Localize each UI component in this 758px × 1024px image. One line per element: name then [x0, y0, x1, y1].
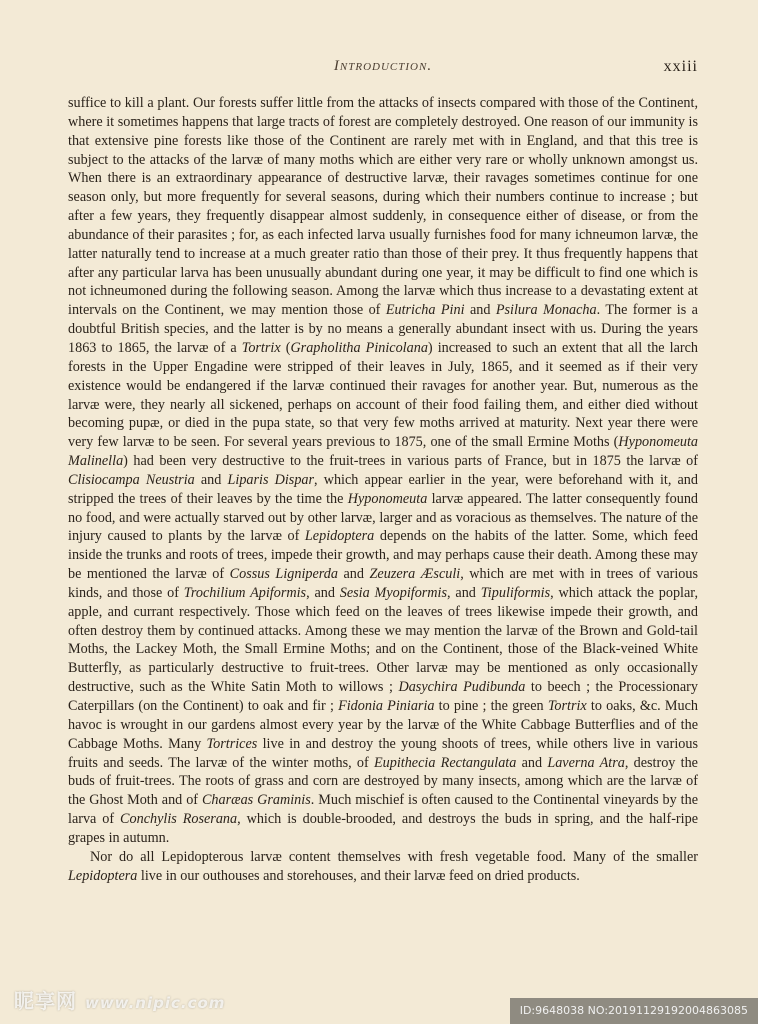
- text-run: , which is double-brooded, and destroys the buds in spring, and the half-ripe grapes in autumn.: [68, 811, 698, 846]
- text-run: , and: [447, 584, 481, 601]
- species-name: Psilura Monacha: [495, 302, 597, 319]
- species-name: Trochilium Apiformis: [183, 584, 307, 601]
- body-text: [68, 94, 698, 885]
- species-name: Tortrices: [206, 735, 258, 752]
- text-run: . Much mischief is often caused to the Continental vineyards by the larva of: [68, 792, 698, 828]
- species-name: Hyponomeuta Malinella: [68, 434, 698, 470]
- species-name: Zeuzera Æsculi: [369, 566, 461, 583]
- species-name: Hyponomeuta: [347, 490, 428, 507]
- species-name: Liparis Dispar: [227, 471, 315, 488]
- page-number: xxiii: [663, 58, 698, 75]
- species-name: Tortrix: [241, 339, 281, 356]
- text-run: and: [516, 754, 548, 771]
- text-run: , destroy the buds of fruit-trees. The roots of grass and corn are destroyed by many insects, among which are the larvæ of the Ghost Moth and of: [68, 754, 698, 809]
- watermark-id: ID:9648038 NO:20191129192004863085: [510, 998, 758, 1024]
- species-name: Eupithecia Rectangulata: [373, 754, 517, 771]
- species-name: Dasychira Pudibunda: [398, 679, 526, 696]
- species-name: Fidonia Piniaria: [338, 698, 435, 714]
- species-name: Grapholitha Pinicolana: [290, 339, 428, 356]
- species-name: Sesia Myopiformis: [339, 584, 448, 601]
- text-run: live in our outhouses and storehouses, and their larvæ feed on dried products.: [137, 867, 580, 884]
- species-name: Eutricha Pini: [385, 302, 465, 319]
- text-run: to beech ; the Processionary Caterpillars (on the Continent) to oak and fir ;: [68, 679, 698, 714]
- text-run: ) had been very destructive to the fruit-trees in various parts of France, but in 1875 the larvæ of: [123, 453, 698, 470]
- species-name: Charæas Graminis: [201, 792, 311, 809]
- species-name: Lepidoptera: [68, 867, 138, 884]
- text-run: . The former is a doubtful British species, and the latter is by no means a generally abundant insect with us. During the years 1863 to 1865, the larvæ of a: [68, 302, 698, 356]
- text-run: depends on the habits of the latter. Some, which feed inside the trunks and roots of trees, impede their growth, and may perhaps cause their death. Among these may be mentioned the larvæ of: [68, 528, 698, 583]
- text-run: and: [464, 302, 496, 319]
- species-name: Cossus Ligniperda: [229, 566, 338, 583]
- page-header: [68, 58, 698, 80]
- text-run: suffice to kill a plant. Our forests suffer little from the attacks of insects compared with those of the Continent, where it sometimes happens that large tracts of forest are completely destroyed. One reason of our immunity is that extensive pine forests like those of the Continent are rarely met with in England, and that this tree is subject to the attacks of the larvæ of many moths which are either very rare or wholly unknown amongst us. When there is an extraordinary appearance of destructive larvæ, their ravages sometimes continue for one season only, but more frequently for several seasons, during which their numbers continue to increase ; but after a few years, they frequently disappear almost suddenly, in consequence either of disease, or from the abundance of their parasites ; for, as each infected larva usually furnishes food for many ichneumon larvæ, the latter naturally tend to increase at a much greater ratio than those of their prey. It thus frequently happens that after any particular larva has been unusually abundant during one year, it may be difficult to find one which is not ichneumoned during the following season. Among the larvæ which thus increase to a devastating extent at intervals on the Continent, we may mention those of: [68, 95, 698, 319]
- watermark-logo-text: 昵享网: [14, 989, 77, 1013]
- watermark: [0, 984, 758, 1024]
- text-run: ) increased to such an extent that all the larch forests in the Upper Engadine were stripped of their leaves in July, 1865, and it seemed as if their very existence would be endangered if the larvæ continued their ravages for another year. But, numerous as the larvæ were, they nearly all sickened, perhaps on account of their food failing them, and either died without becoming pupæ, or died in the pupa state, so that very few moths arrived at maturity. Next year there were very few larvæ to be seen. For several years previous to 1875, one of the small Ermine Moths (: [68, 339, 698, 451]
- text-run: larvæ appeared. The latter consequently found no food, and were actually starved out by other larvæ, larger and as voracious as themselves. The nature of the injury caused to plants by the larvæ of: [68, 490, 699, 545]
- species-name: Tortrix: [547, 698, 587, 714]
- text-run: to pine ; the green: [434, 698, 548, 714]
- watermark-url: www.nipic.com: [84, 994, 226, 1012]
- text-run: live in and destroy the young shoots of trees, while others live in various fruits and seeds. The larvæ of the winter moths, of: [68, 735, 698, 771]
- species-name: Conchylis Roserana: [120, 811, 238, 828]
- species-name: Laverna Atra: [547, 754, 625, 771]
- text-run: , which appear earlier in the year, were beforehand with it, and stripped the trees of their leaves by the time the: [68, 471, 698, 507]
- text-run: and: [337, 566, 370, 583]
- text-run: to oaks, &c. Much havoc is wrought in our gardens almost every year by the larvæ of the White Cabbage Butterflies and of the Cabbage Moths. Many: [68, 698, 699, 752]
- watermark-logo: [14, 985, 225, 1014]
- text-run: and: [194, 471, 228, 488]
- running-title: Introduction.: [333, 58, 433, 74]
- text-run: , which are met with in trees of various kinds, and those of: [68, 566, 699, 601]
- species-name: Tipuliformis: [480, 584, 551, 601]
- text-run: Nor do all Lepidopterous larvæ content themselves with fresh vegetable food. Many of the smaller: [90, 848, 698, 865]
- paragraph-1: [68, 94, 698, 848]
- text-run: , and: [306, 584, 340, 601]
- text-run: (: [280, 339, 291, 356]
- species-name: Clisiocampa Neustria: [68, 471, 195, 488]
- paragraph-2: [68, 848, 698, 886]
- species-name: Lepidoptera: [304, 528, 375, 545]
- text-run: , which attack the poplar, apple, and currant respectively. Those which feed on the leaves of trees likewise impede their growth, and often destroy them by continued attacks. Among these we may mention the larvæ of the Brown and Gold-tail Moths, the Lackey Moth, the Small Ermine Moths; and on the Continent, those of the Black-veined White Butterfly, as particularly destructive to fruit-trees. Other larvæ may be mentioned as only occasionally destructive, such as the White Satin Moth to willows ;: [68, 584, 698, 696]
